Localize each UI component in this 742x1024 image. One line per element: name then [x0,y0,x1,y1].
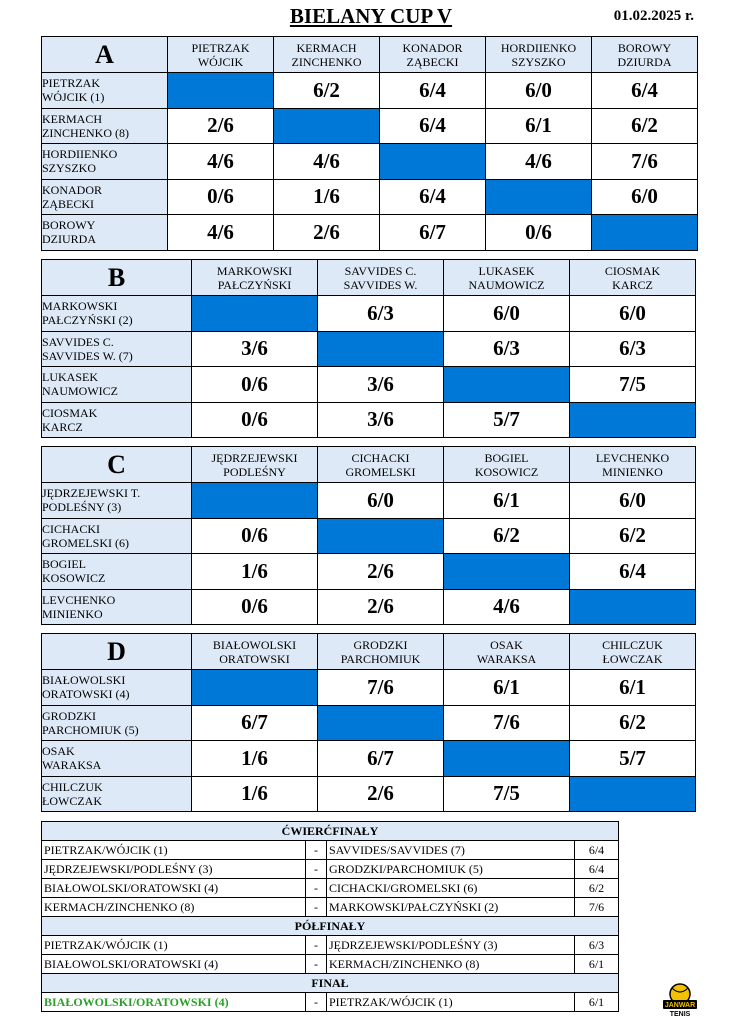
score-cell: 4/6 [274,144,380,180]
player-2-cell: PIETRZAK/WÓJCIK (1) [327,993,575,1012]
table-row [42,144,698,180]
column-header-pietrzak: PIETRZAK WÓJCIK [168,37,274,73]
score-cell: 6/0 [486,73,592,109]
score-cell: 5/7 [570,741,696,777]
score-cell: 7/5 [570,367,696,403]
score-cell: 0/6 [168,179,274,215]
score-cell: 6/1 [570,670,696,706]
score-cell: 6/1 [486,108,592,144]
score-cell: 6/2 [592,108,698,144]
score-cell: 6/2 [570,705,696,741]
match-row [42,993,619,1012]
score-cell: 6/7 [192,705,318,741]
score-cell: 6/7 [380,215,486,251]
score-cell: 6/3 [318,296,444,332]
score-cell: 2/6 [318,589,444,625]
player-2-cell: KERMACH/ZINCHENKO (8) [327,955,575,974]
group-header-row [42,447,696,483]
column-header-levchenko: LEVCHENKO MINIENKO [570,447,696,483]
table-row [42,331,696,367]
row-header-chilczuk: CHILCZUK ŁOWCZAK [42,776,192,812]
separator-cell: - [306,860,327,879]
row-header-hordiienko: HORDIIENKO SZYSZKO [42,144,168,180]
janwar-tenis-logo [662,982,698,1018]
column-header-savvides-c: SAVVIDES C. SAVVIDES W. [318,260,444,296]
separator-cell: - [306,879,327,898]
row-header-markowski: MARKOWSKI PAŁCZYŃSKI (2) [42,296,192,332]
match-row [42,936,619,955]
page-title: BIELANY CUP V [289,4,453,28]
column-header-ciosmak: CIOSMAK KARCZ [570,260,696,296]
score-cell: 7/6 [318,670,444,706]
group-letter: D [42,634,192,670]
column-header-chilczuk: CHILCZUK ŁOWCZAK [570,634,696,670]
table-row [42,705,696,741]
diagonal-blank-cell [380,144,486,180]
score-cell: 2/6 [168,108,274,144]
stage-header-row [42,917,619,936]
score-cell: 0/6 [192,518,318,554]
separator-cell: - [306,936,327,955]
score-cell: 6/4 [570,554,696,590]
table-row [42,483,696,519]
column-header-j-drzejewski: JĘDRZEJEWSKI PODLEŚNY [192,447,318,483]
diagonal-blank-cell [168,73,274,109]
score-cell: 2/6 [274,215,380,251]
row-header-pietrzak: PIETRZAK WÓJCIK (1) [42,73,168,109]
diagonal-blank-cell [486,179,592,215]
score-cell: 6/0 [318,483,444,519]
score-cell: 2/6 [318,554,444,590]
separator-cell: - [306,841,327,860]
column-header-kermach: KERMACH ZINCHENKO [274,37,380,73]
table-row [42,589,696,625]
row-header-lukasek: LUKASEK NAUMOWICZ [42,367,192,403]
score-cell: 6/7 [318,741,444,777]
group-b-table [41,259,696,438]
score-cell: 6/4 [380,179,486,215]
score-cell: 6/0 [444,296,570,332]
date-label: 01.02.2025 r. [613,8,694,24]
player-1-cell: JĘDRZEJEWSKI/PODLEŚNY (3) [42,860,306,879]
diagonal-blank-cell [444,741,570,777]
diagonal-blank-cell [192,296,318,332]
player-1-cell: KERMACH/ZINCHENKO (8) [42,898,306,917]
row-header-kermach: KERMACH ZINCHENKO (8) [42,108,168,144]
score-cell: 7/5 [444,776,570,812]
score-cell: 2/6 [318,776,444,812]
row-header-borowy: BOROWY DZIURDA [42,215,168,251]
score-cell: 4/6 [444,589,570,625]
group-letter: A [42,37,168,73]
player-2-cell: MARKOWSKI/PAŁCZYŃSKI (2) [327,898,575,917]
result-cell: 6/2 [575,879,619,898]
column-header-markowski: MARKOWSKI PAŁCZYŃSKI [192,260,318,296]
stage-title: PÓŁFINAŁY [42,917,619,936]
separator-cell: - [306,955,327,974]
result-cell: 6/4 [575,860,619,879]
player-2-cell: SAVVIDES/SAVVIDES (7) [327,841,575,860]
result-cell: 6/1 [575,993,619,1012]
score-cell: 7/6 [592,144,698,180]
score-cell: 6/2 [274,73,380,109]
diagonal-blank-cell [570,402,696,438]
diagonal-blank-cell [444,554,570,590]
score-cell: 3/6 [318,367,444,403]
score-cell: 3/6 [192,331,318,367]
table-row [42,179,698,215]
table-row [42,402,696,438]
diagonal-blank-cell [592,215,698,251]
diagonal-blank-cell [318,331,444,367]
row-header-konador: KONADOR ZĄBECKI [42,179,168,215]
row-header-bia-owolski: BIAŁOWOLSKI ORATOWSKI (4) [42,670,192,706]
score-cell: 6/4 [380,108,486,144]
column-header-bogiel: BOGIEL KOSOWICZ [444,447,570,483]
diagonal-blank-cell [570,776,696,812]
diagonal-blank-cell [274,108,380,144]
table-row [42,108,698,144]
group-letter: B [42,260,192,296]
score-cell: 0/6 [192,402,318,438]
player-2-cell: JĘDRZEJEWSKI/PODLEŚNY (3) [327,936,575,955]
group-c-table [41,446,696,625]
diagonal-blank-cell [444,367,570,403]
column-header-osak: OSAK WARAKSA [444,634,570,670]
score-cell: 6/2 [444,518,570,554]
logo-text-tenis: TENIS [669,1011,691,1018]
player-1-cell: BIAŁOWOLSKI/ORATOWSKI (4) [42,993,306,1012]
logo-text-janwar: JANWAR [664,1002,696,1009]
player-1-cell: PIETRZAK/WÓJCIK (1) [42,936,306,955]
group-d-table [41,633,696,812]
score-cell: 6/1 [444,670,570,706]
group-header-row [42,37,698,73]
row-header-osak: OSAK WARAKSA [42,741,192,777]
separator-cell: - [306,898,327,917]
diagonal-blank-cell [318,705,444,741]
column-header-bia-owolski: BIAŁOWOLSKI ORATOWSKI [192,634,318,670]
result-cell: 6/3 [575,936,619,955]
row-header-grodzki: GRODZKI PARCHOMIUK (5) [42,705,192,741]
result-cell: 6/1 [575,955,619,974]
column-header-konador: KONADOR ZĄBECKI [380,37,486,73]
match-row [42,860,619,879]
table-row [42,215,698,251]
score-cell: 4/6 [168,215,274,251]
diagonal-blank-cell [192,670,318,706]
score-cell: 7/6 [444,705,570,741]
row-header-j-drzejewski-t: JĘDRZEJEWSKI T. PODLEŚNY (3) [42,483,192,519]
row-header-cichacki: CICHACKI GROMELSKI (6) [42,518,192,554]
match-row [42,898,619,917]
table-row [42,554,696,590]
separator-cell: - [306,993,327,1012]
score-cell: 1/6 [192,741,318,777]
score-cell: 4/6 [486,144,592,180]
score-cell: 0/6 [192,367,318,403]
stage-title: ĆWIERĆFINAŁY [42,822,619,841]
player-1-cell: PIETRZAK/WÓJCIK (1) [42,841,306,860]
score-cell: 5/7 [444,402,570,438]
score-cell: 4/6 [168,144,274,180]
table-row [42,367,696,403]
player-1-cell: BIAŁOWOLSKI/ORATOWSKI (4) [42,955,306,974]
score-cell: 0/6 [192,589,318,625]
diagonal-blank-cell [192,483,318,519]
match-row [42,955,619,974]
score-cell: 6/3 [570,331,696,367]
score-cell: 6/0 [570,483,696,519]
row-header-bogiel: BOGIEL KOSOWICZ [42,554,192,590]
player-2-cell: CICHACKI/GROMELSKI (6) [327,879,575,898]
group-a-table [41,36,698,251]
column-header-hordiienko: HORDIIENKO SZYSZKO [486,37,592,73]
score-cell: 6/1 [444,483,570,519]
score-cell: 1/6 [274,179,380,215]
table-row [42,518,696,554]
column-header-lukasek: LUKASEK NAUMOWICZ [444,260,570,296]
score-cell: 1/6 [192,554,318,590]
score-cell: 3/6 [318,402,444,438]
diagonal-blank-cell [318,518,444,554]
stage-header-row [42,822,619,841]
result-cell: 7/6 [575,898,619,917]
table-row [42,73,698,109]
row-header-savvides-c: SAVVIDES C. SAVVIDES W. (7) [42,331,192,367]
stage-title: FINAŁ [42,974,619,993]
score-cell: 1/6 [192,776,318,812]
table-row [42,296,696,332]
match-row [42,879,619,898]
knockout-table [41,821,619,1012]
column-header-grodzki: GRODZKI PARCHOMIUK [318,634,444,670]
row-header-levchenko: LEVCHENKO MINIENKO [42,589,192,625]
match-row [42,841,619,860]
score-cell: 6/4 [380,73,486,109]
score-cell: 0/6 [486,215,592,251]
table-row [42,741,696,777]
row-header-ciosmak: CIOSMAK KARCZ [42,402,192,438]
group-letter: C [42,447,192,483]
score-cell: 6/0 [592,179,698,215]
diagonal-blank-cell [570,589,696,625]
group-header-row [42,260,696,296]
result-cell: 6/4 [575,841,619,860]
score-cell: 6/3 [444,331,570,367]
column-header-borowy: BOROWY DZIURDA [592,37,698,73]
player-1-cell: BIAŁOWOLSKI/ORATOWSKI (4) [42,879,306,898]
player-2-cell: GRODZKI/PARCHOMIUK (5) [327,860,575,879]
table-row [42,670,696,706]
stage-header-row [42,974,619,993]
score-cell: 6/2 [570,518,696,554]
column-header-cichacki: CICHACKI GROMELSKI [318,447,444,483]
table-row [42,776,696,812]
score-cell: 6/0 [570,296,696,332]
group-header-row [42,634,696,670]
score-cell: 6/4 [592,73,698,109]
